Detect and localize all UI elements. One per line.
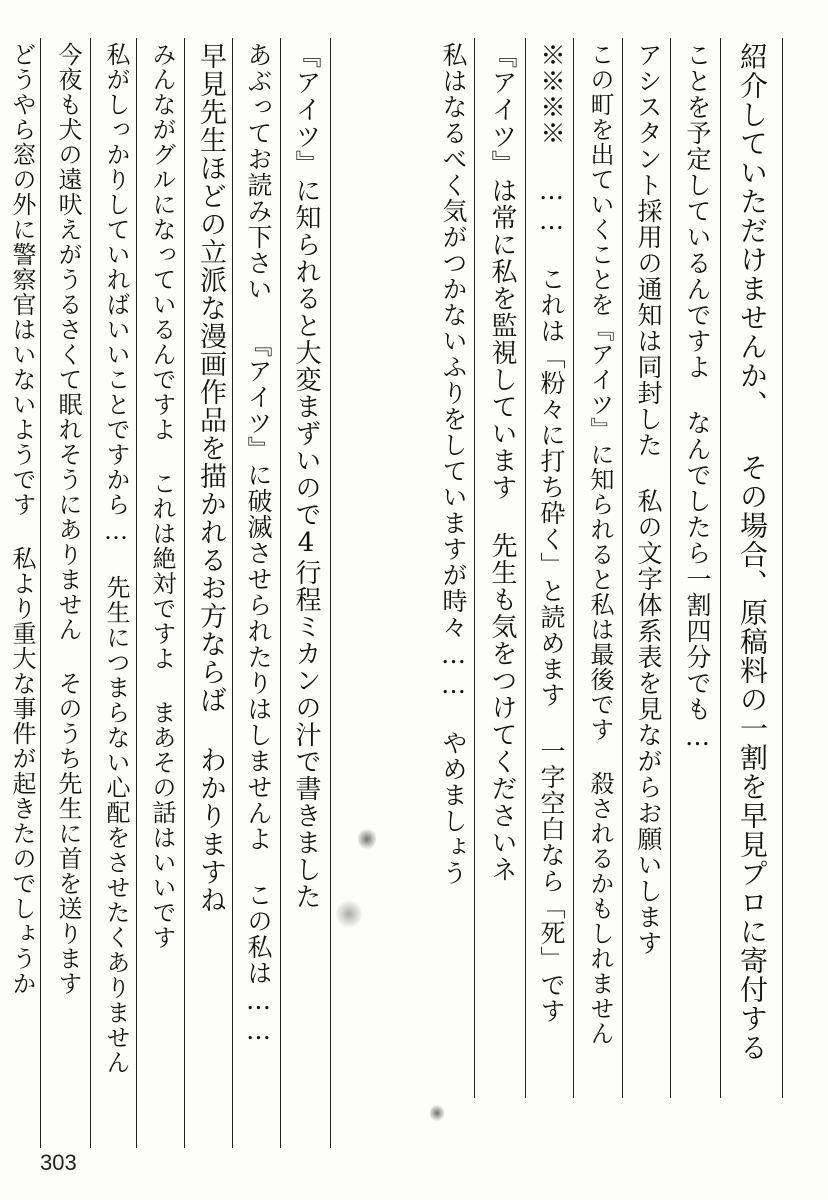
ruled-line — [280, 38, 281, 1148]
text-line-14: どうやら窓の外に警察官はいないようです 私より重大な事件が起きたのでしょうか — [8, 42, 36, 996]
ruled-line — [330, 38, 331, 1148]
text-line-4: この町を出ていくことを『アイツ』に知られると私は最後です 殺されるかもしれません — [586, 42, 614, 1046]
ruled-line — [184, 38, 185, 1148]
text-line-11: みんながグルになっているんですよ これは絶対ですよ まあその話はいいです — [148, 42, 176, 950]
page-number: 303 — [40, 1150, 77, 1175]
ink-smudge — [358, 828, 376, 850]
text-line-5: ※※※※ …… これは「粉々に打ち砕く」と読めます 一字空白なら「死」です — [537, 42, 566, 1024]
text-line-6: 『アイツ』は常に私を監視しています 先生も気をつけてくださいネ — [487, 42, 517, 883]
text-line-13: 今夜も犬の遠吠えがうるさくて眠れそうにありません そのうち先生に首を送ります — [54, 42, 82, 996]
text-line-1: 紹介していただけませんか、 その場合、原稿料の一割を早見プロに寄付する — [736, 42, 769, 1062]
ruled-line — [573, 38, 574, 1098]
text-line-8: 『アイツ』に知られると大変まずいので4行程ミカンの汁で書きました — [291, 42, 321, 910]
text-line-3: アシスタント採用の通知は同封した 私の文字体系表を見ながらお願いします — [634, 42, 663, 956]
ruled-line — [622, 38, 623, 1098]
ink-smudge — [430, 1104, 444, 1122]
text-line-7: 私はなるべく気がつかないふりをしていますが時々…… やめましょう — [439, 42, 468, 886]
text-line-12: 私がしっかりしていればいいことですから… 先生につまらない心配をさせたくありません — [102, 42, 130, 1075]
ruled-line — [232, 38, 233, 1148]
ruled-line — [136, 38, 137, 1148]
ruled-line — [670, 38, 671, 1098]
ruled-line — [474, 38, 475, 1098]
text-line-10: 早見先生ほどの立派な漫画作品を描かれるお方ならば わかりますね — [195, 42, 226, 914]
ruled-line — [525, 38, 526, 1098]
text-line-9: あぶってお読み下さい 『アイツ』に破滅させられたりはしませんよ この私は…… — [244, 42, 273, 1046]
ruled-line — [720, 38, 721, 1098]
text-line-2: ことを予定しているんですよ なんでしたら一割四分でも… — [683, 42, 712, 752]
ruled-line — [90, 38, 91, 1148]
ruled-line — [782, 38, 783, 1098]
ink-smudge — [336, 900, 362, 928]
